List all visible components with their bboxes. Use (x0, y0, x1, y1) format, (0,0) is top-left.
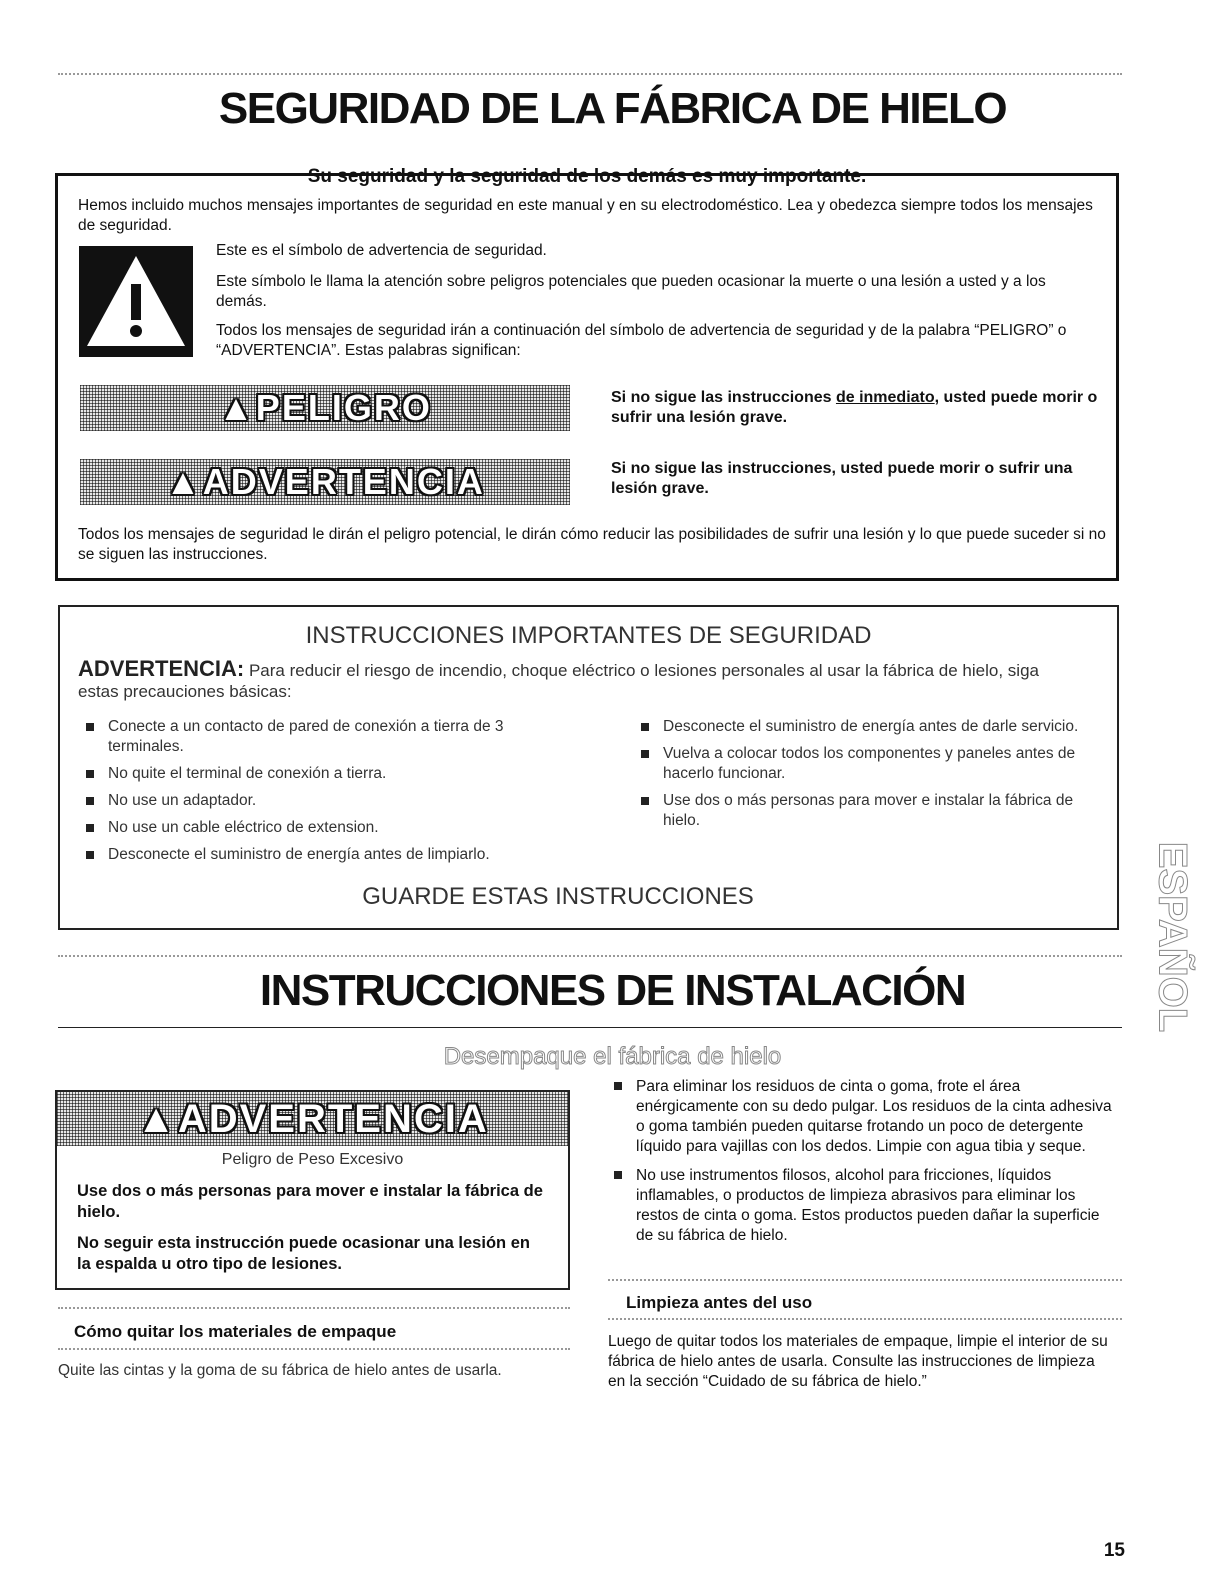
symbol-line-3: Todos los mensajes de seguridad irán a continuación del símbolo de advertencia de seguridad y de la palabra “PELIGRO” o “ADVERTENCIA”. Estas palabras significan: (216, 322, 1067, 359)
peligro-banner (80, 385, 570, 431)
weight-warning-banner (57, 1092, 568, 1146)
list-item: Para eliminar los residuos de cinta o goma, frote el área enérgicamente con su dedo pulgar. Los residuos de la cinta adhesiva o goma también pueden quitarse frotando un poco de detergente líquido para vajillas con los dedos. Limpie con agua tibia y seque. (608, 1077, 1120, 1157)
symbol-line-1: Este es el símbolo de advertencia de seguridad. (216, 242, 547, 259)
list-item: Desconecte el suministro de energía antes de limpiarlo. (80, 845, 580, 865)
list-item: Conecte a un contacto de pared de conexión a tierra de 3 terminales. (80, 717, 580, 757)
list-item: Vuelva a colocar todos los componentes y paneles antes de hacerlo funcionar. (635, 744, 1085, 784)
howto-text: Quite las cintas y la goma de su fábrica de hielo antes de usarla. (58, 1362, 502, 1379)
list-item: No use un adaptador. (80, 791, 580, 811)
howto-rule-bottom (58, 1348, 570, 1350)
advertencia-banner (80, 459, 570, 505)
safety-intro: Hemos incluido muchos mensajes importantes de seguridad en este manual y en su electrodoméstico. Lea y obedezca siempre todos los mensajes de seguridad. (78, 197, 1093, 234)
safety-heading: Su seguridad y la seguridad de los demás es muy importante. (307, 166, 867, 187)
clean-rule-top (608, 1279, 1122, 1281)
language-tab (1150, 818, 1195, 1056)
left-precautions (80, 717, 580, 872)
unpack-subtitle: Desempaque el fábrica de hielo (443, 1043, 782, 1070)
howto-rule-top (58, 1307, 570, 1309)
weight-warning-label: ▲ADVERTENCIA (136, 1097, 489, 1141)
section-rule (58, 955, 1122, 957)
clean-heading: Limpieza antes del uso (626, 1293, 813, 1312)
advertencia-text: Si no sigue las instrucciones, usted puede morir o sufrir una lesión grave. (611, 460, 1073, 497)
important-instructions-title: INSTRUCCIONES IMPORTANTES DE SEGURIDAD (305, 622, 872, 649)
warning-triangle-icon (79, 246, 193, 357)
symbol-line-2: Este símbolo le llama la atención sobre peligros potenciales que pueden ocasionar la muerte o una lesión a usted y a los demás. (216, 273, 1046, 310)
list-item: No use instrumentos filosos, alcohol para fricciones, líquidos inflamables, o productos de limpieza abrasivos para eliminar los restos de cinta o goma. Estos productos pueden dañar la superficie de su fábrica de hielo. (608, 1166, 1120, 1246)
list-item: No quite el terminal de conexión a tierra. (80, 764, 580, 784)
page-title: SEGURIDAD DE LA FÁBRICA DE HIELO (218, 84, 1007, 133)
right-precautions (635, 717, 1085, 838)
list-item: Use dos o más personas para mover e instalar la fábrica de hielo. (635, 791, 1085, 831)
weight-warning-line-2: No seguir esta instrucción puede ocasionar una lesión en la espalda u otro tipo de lesiones. (77, 1234, 530, 1273)
installation-rule (58, 1027, 1122, 1028)
residue-list (608, 1077, 1120, 1253)
peligro-text: Si no sigue las instrucciones de inmediato, usted puede morir o sufrir una lesión grave. (611, 389, 1098, 426)
top-rule (58, 73, 1122, 75)
advertencia-label: ▲ADVERTENCIA (165, 461, 485, 502)
clean-rule-bottom (608, 1318, 1122, 1320)
weight-warning-subtitle: Peligro de Peso Excesivo (221, 1151, 404, 1168)
important-warning: ADVERTENCIA: Para reducir el riesgo de incendio, choque eléctrico o lesiones personales al usar la fábrica de hielo, siga estas precauciones básicas: (78, 656, 1039, 701)
list-item: Desconecte el suministro de energía antes de darle servicio. (635, 717, 1085, 737)
weight-warning-line-1: Use dos o más personas para mover e instalar la fábrica de hielo. (77, 1182, 543, 1221)
list-item: No use un cable eléctrico de extension. (80, 818, 580, 838)
clean-text: Luego de quitar todos los materiales de empaque, limpie el interior de su fábrica de hielo antes de usarla. Consulte las instrucciones de limpieza en la sección “Cuidado de su fábrica de hielo.” (608, 1333, 1108, 1390)
howto-heading: Cómo quitar los materiales de empaque (74, 1322, 397, 1341)
page-number: 15 (1103, 1540, 1125, 1561)
installation-title: INSTRUCCIONES DE INSTALACIÓN (259, 966, 966, 1015)
peligro-label: ▲PELIGRO (218, 387, 432, 428)
save-instructions: GUARDE ESTAS INSTRUCCIONES (362, 883, 754, 910)
language-tab-label: ESPAÑOL (1150, 841, 1195, 1033)
safety-closing: Todos los mensajes de seguridad le dirán el peligro potencial, le dirán cómo reducir las posibilidades de sufrir una lesión y lo que puede suceder si no se siguen las instrucciones. (78, 526, 1106, 563)
